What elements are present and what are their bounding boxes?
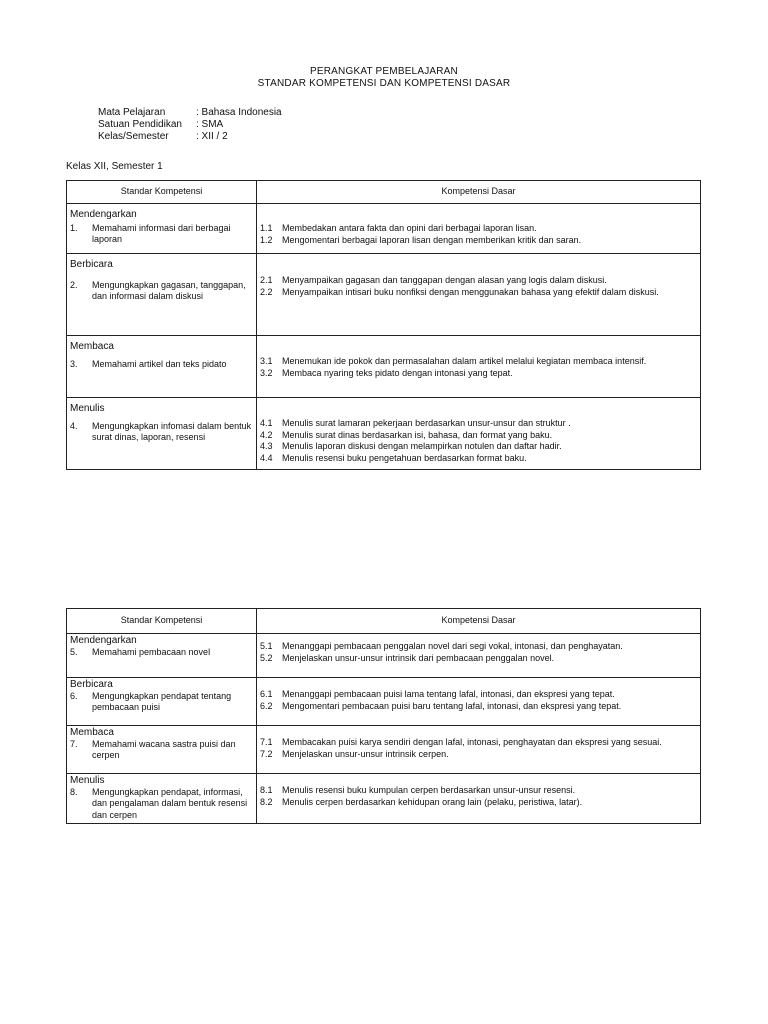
kd-cell <box>257 254 701 336</box>
kd-list <box>257 398 700 468</box>
kd-text: Membacakan puisi karya sendiri dengan lafal, intonasi, penghayatan dan ekspresi yang sesuai. <box>282 737 662 747</box>
meta-value: : XII / 2 <box>196 131 228 142</box>
kd-text: Menjelaskan unsur-unsur intrinsik cerpen. <box>282 748 449 759</box>
kd-text: Menjelaskan unsur-unsur intrinsik dari pembacaan penggalan novel. <box>282 652 555 663</box>
sk-cell <box>67 726 257 774</box>
kd-item <box>260 653 696 665</box>
kd-item <box>260 641 696 653</box>
kd-text: Menulis surat lamaran pekerjaan berdasarkan unsur-unsur dan struktur . <box>282 418 571 428</box>
sk-number: 8. <box>70 786 78 797</box>
kd-item <box>260 430 696 442</box>
kd-list <box>257 634 700 668</box>
table-row <box>67 774 701 824</box>
meta-row-subject <box>98 107 282 119</box>
document-subtitle: STANDAR KOMPETENSI DAN KOMPETENSI DASAR <box>257 78 511 89</box>
sk-text: Memahami informasi dari berbagai laporan <box>92 222 231 244</box>
kd-number: 2.1 <box>260 275 273 285</box>
kd-cell <box>257 678 701 726</box>
sk-item <box>67 415 256 444</box>
column-header-kd: Kompetensi Dasar <box>257 181 701 204</box>
sk-number: 7. <box>70 738 78 749</box>
sk-cell <box>67 678 257 726</box>
table-row <box>67 204 701 254</box>
meta-row-class <box>98 131 282 143</box>
kd-item <box>260 418 696 430</box>
sk-item <box>67 353 256 371</box>
kd-text: Menanggapi pembacaan puisi lama tentang lafal, intonasi, dan ekspresi yang tepat. <box>282 689 615 699</box>
sk-cell <box>67 398 257 470</box>
document-title: PERANGKAT PEMBELAJARAN <box>310 66 458 77</box>
kd-number: 7.1 <box>260 737 273 747</box>
kd-text: Membedakan antara fakta dan opini dari berbagai laporan lisan. <box>282 223 537 233</box>
sk-cell <box>67 336 257 398</box>
kd-list <box>257 204 700 250</box>
sk-text: Mengungkapkan gagasan, tanggapan, dan informasi dalam diskusi <box>92 279 246 301</box>
kd-text: Menulis resensi buku pengetahuan berdasarkan format baku. <box>282 452 527 463</box>
table-row <box>67 678 701 726</box>
kd-cell <box>257 774 701 824</box>
kd-number: 8.2 <box>260 796 273 807</box>
kd-number: 2.2 <box>260 286 273 297</box>
aspect-label: Mendengarkan <box>70 635 137 646</box>
kd-number: 1.1 <box>260 223 273 233</box>
kd-number: 3.1 <box>260 356 273 366</box>
sk-cell <box>67 634 257 678</box>
kd-text: Menyampaikan gagasan dan tanggapan dengan alasan yang logis dalam diskusi. <box>282 275 607 285</box>
aspect-label: Berbicara <box>70 679 113 690</box>
sk-item <box>67 271 256 303</box>
kd-number: 3.2 <box>260 367 273 378</box>
kd-list <box>257 254 700 302</box>
sk-number: 4. <box>70 420 78 431</box>
kd-item <box>260 701 696 713</box>
table-row <box>67 398 701 470</box>
column-header-sk: Standar Kompetensi <box>67 609 257 634</box>
kd-number: 1.2 <box>260 234 273 245</box>
kd-number: 5.2 <box>260 652 273 663</box>
sk-cell <box>67 204 257 254</box>
kd-number: 4.1 <box>260 418 273 428</box>
table-row <box>67 336 701 398</box>
sk-item <box>67 691 256 716</box>
kd-number: 8.1 <box>260 785 273 795</box>
kd-cell <box>257 726 701 774</box>
kd-cell <box>257 634 701 678</box>
kd-text: Menemukan ide pokok dan permasalahan dalam artikel melalui kegiatan membaca intensif. <box>282 356 647 366</box>
sk-text: Mengungkapkan pendapat tentang pembacaan puisi <box>92 690 232 712</box>
sk-cell <box>67 774 257 824</box>
kd-text: Menulis laporan diskusi dengan melampirkan notulen dan daftar hadir. <box>282 441 562 451</box>
aspect-label: Membaca <box>70 727 114 738</box>
kd-text: Mengomentari berbagai laporan lisan dengan memberikan kritik dan saran. <box>282 234 582 245</box>
aspect-label: Membaca <box>70 341 114 352</box>
sk-text: Mengungkapkan infomasi dalam bentuk surat dinas, laporan, resensi <box>92 420 252 442</box>
table-row <box>67 634 701 678</box>
kd-list <box>257 774 700 812</box>
sk-number: 2. <box>70 279 78 290</box>
sk-cell <box>67 254 257 336</box>
competency-table-1 <box>66 180 701 470</box>
kd-list <box>257 678 700 716</box>
meta-label: Kelas/Semester <box>98 131 169 142</box>
meta-value: : SMA <box>196 119 224 130</box>
kd-cell <box>257 204 701 254</box>
column-header-kd: Kompetensi Dasar <box>257 609 701 634</box>
kd-item <box>260 287 696 299</box>
meta-label: Satuan Pendidikan <box>98 119 182 130</box>
sk-item <box>67 787 256 824</box>
kd-number: 6.2 <box>260 700 273 711</box>
kd-number: 6.1 <box>260 689 273 699</box>
sk-number: 1. <box>70 222 78 233</box>
kd-number: 7.2 <box>260 748 273 759</box>
aspect-label: Menulis <box>70 403 105 414</box>
kd-text: Menulis surat dinas berdasarkan isi, bahasa, dan format yang baku. <box>282 429 553 440</box>
sk-item <box>67 221 256 246</box>
kd-item <box>260 737 696 749</box>
table-row <box>67 726 701 774</box>
kd-cell <box>257 336 701 398</box>
meta-label: Mata Pelajaran <box>98 107 166 118</box>
kd-text: Menulis cerpen berdasarkan kehidupan orang lain (pelaku, peristiwa, latar). <box>282 796 583 807</box>
kd-text: Menyampaikan intisari buku nonfiksi dengan menggunakan bahasa yang efektif dalam diskusi. <box>282 286 659 297</box>
kd-cell <box>257 398 701 470</box>
table-header-row <box>67 609 701 634</box>
competency-table-2 <box>66 608 701 824</box>
sk-number: 5. <box>70 646 78 657</box>
aspect-label: Berbicara <box>70 259 113 270</box>
sk-text: Mengungkapkan pendapat, informasi, dan pengalaman dalam bentuk resensi dan cerpen <box>92 786 248 820</box>
kd-text: Menanggapi pembacaan penggalan novel dari segi vokal, intonasi, dan penghayatan. <box>282 641 623 651</box>
sk-number: 6. <box>70 690 78 701</box>
table-header-row <box>67 181 701 204</box>
aspect-label: Menulis <box>70 775 105 786</box>
kd-item <box>260 749 696 761</box>
kd-number: 4.2 <box>260 429 273 440</box>
meta-value: : Bahasa Indonesia <box>196 107 282 118</box>
subject-info <box>98 107 282 143</box>
kd-number: 5.1 <box>260 641 273 651</box>
kd-text: Mengomentari pembacaan puisi baru tentang lafal, intonasi, dan ekspresi yang tepat. <box>282 700 622 711</box>
sk-text: Memahami pembacaan novel <box>92 646 211 657</box>
kd-item <box>260 223 696 235</box>
kd-item <box>260 275 696 287</box>
meta-row-level <box>98 119 282 131</box>
kd-item <box>260 797 696 809</box>
kd-item <box>260 235 696 247</box>
kd-item <box>260 368 696 380</box>
kd-list <box>257 336 700 383</box>
aspect-label: Mendengarkan <box>70 209 137 220</box>
kd-item <box>260 453 696 465</box>
kd-list <box>257 726 700 764</box>
sk-text: Memahami artikel dan teks pidato <box>92 358 227 369</box>
kd-text: Membaca nyaring teks pidato dengan intonasi yang tepat. <box>282 367 513 378</box>
kd-number: 4.4 <box>260 452 273 463</box>
kd-item <box>260 689 696 701</box>
table-row <box>67 254 701 336</box>
kd-item <box>260 785 696 797</box>
column-header-sk: Standar Kompetensi <box>67 181 257 204</box>
kd-number: 4.3 <box>260 441 273 451</box>
semester-heading: Kelas XII, Semester 1 <box>66 161 163 172</box>
sk-item <box>67 739 256 764</box>
kd-item <box>260 441 696 453</box>
kd-text: Menulis resensi buku kumpulan cerpen berdasarkan unsur-unsur resensi. <box>282 785 576 795</box>
sk-text: Memahami wacana sastra puisi dan cerpen <box>92 738 236 760</box>
sk-number: 3. <box>70 358 78 369</box>
sk-item <box>67 647 256 661</box>
kd-item <box>260 356 696 368</box>
